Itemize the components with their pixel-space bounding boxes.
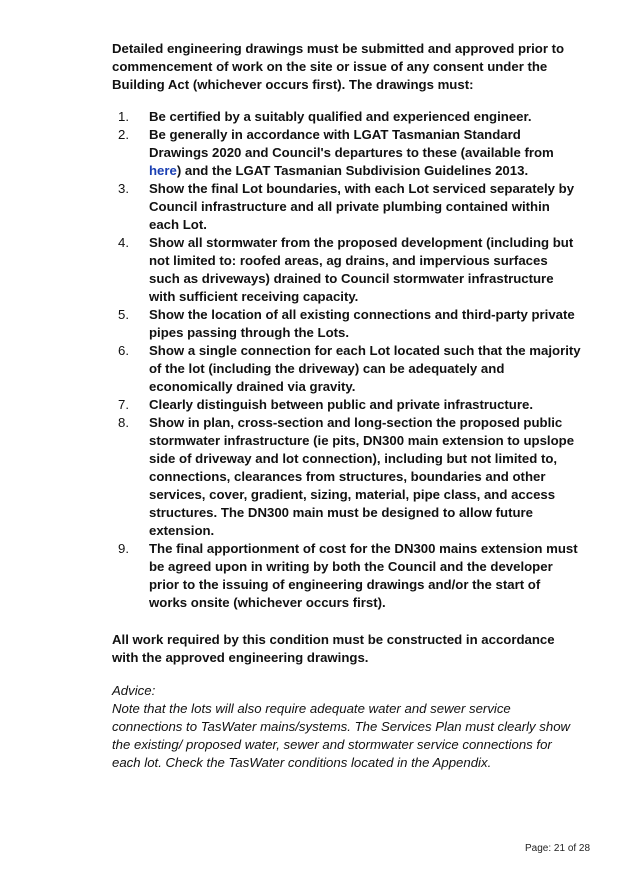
- list-text: ) and the LGAT Tasmanian Subdivision Guidelines 2013.: [176, 163, 529, 178]
- list-number: 7.: [118, 397, 129, 412]
- list-number: 9.: [118, 541, 129, 556]
- list-number: 6.: [118, 343, 129, 358]
- advice-text: Note that the lots will also require adequate water and sewer service connections to TasWater mains/systems. The Services Plan must clearly show the existing/ proposed water, sewer and stormwater service connections for each lot. Check the TasWater conditions located in the Appendix.: [112, 701, 571, 770]
- list-text: Show the location of all existing connections and third-party private pipes passing through the Lots.: [149, 307, 575, 340]
- list-item: [112, 540, 582, 612]
- list-item: [112, 342, 582, 396]
- list-number: 8.: [118, 415, 129, 430]
- list-item: [112, 414, 582, 540]
- here-link[interactable]: here: [149, 163, 177, 178]
- list-text: Be generally in accordance with LGAT Tasmanian Standard Drawings 2020 and Council's departures to these (available from: [149, 127, 554, 160]
- list-number: 4.: [118, 235, 129, 250]
- list-text: Show a single connection for each Lot located such that the majority of the lot (including the driveway) can be adequately and economically drained via gravity.: [149, 343, 581, 394]
- list-item: [112, 396, 582, 414]
- requirements-list: [112, 108, 582, 612]
- list-item: [112, 126, 582, 180]
- list-item: [112, 306, 582, 342]
- list-number: 5.: [118, 307, 129, 322]
- closing-paragraph: All work required by this condition must be constructed in accordance with the approved engineering drawings.: [112, 632, 555, 665]
- intro-paragraph: Detailed engineering drawings must be submitted and approved prior to commencement of work on the site or issue of any consent under the Building Act (whichever occurs first). The drawings must:: [112, 41, 565, 92]
- list-number: 1.: [118, 109, 129, 124]
- page-number: Page: 21 of 28: [525, 843, 591, 854]
- list-text: Be certified by a suitably qualified and experienced engineer.: [149, 109, 532, 124]
- advice-block: [112, 682, 582, 772]
- list-number: 3.: [118, 181, 129, 196]
- list-item: [112, 180, 582, 234]
- list-item: [112, 234, 582, 306]
- list-item: [112, 108, 582, 126]
- list-text: Show the final Lot boundaries, with each Lot serviced separately by Council infrastructure and all private plumbing contained within each Lot.: [149, 181, 575, 232]
- list-text: Show all stormwater from the proposed development (including but not limited to: roofed areas, ag drains, and impervious surfaces such as driveways) drained to Council stormwater infrastructure with sufficient receiving capacity.: [149, 235, 574, 304]
- advice-label: Advice:: [112, 683, 156, 698]
- list-text: The final apportionment of cost for the DN300 mains extension must be agreed upon in writing by both the Council and the developer prior to the issuing of engineering drawings and/or the start of works onsite (whichever occurs first).: [149, 541, 578, 610]
- list-text: Clearly distinguish between public and private infrastructure.: [149, 397, 533, 412]
- list-text: Show in plan, cross-section and long-section the proposed public stormwater infrastructure (ie pits, DN300 main extension to upslope side of driveway and lot connection), including but not limited to, connections, clearances from structures, boundaries and other services, cover, gradient, sizing, material, pipe class, and access structures. The DN300 main must be designed to allow future extension.: [149, 415, 575, 538]
- list-number: 2.: [118, 127, 129, 142]
